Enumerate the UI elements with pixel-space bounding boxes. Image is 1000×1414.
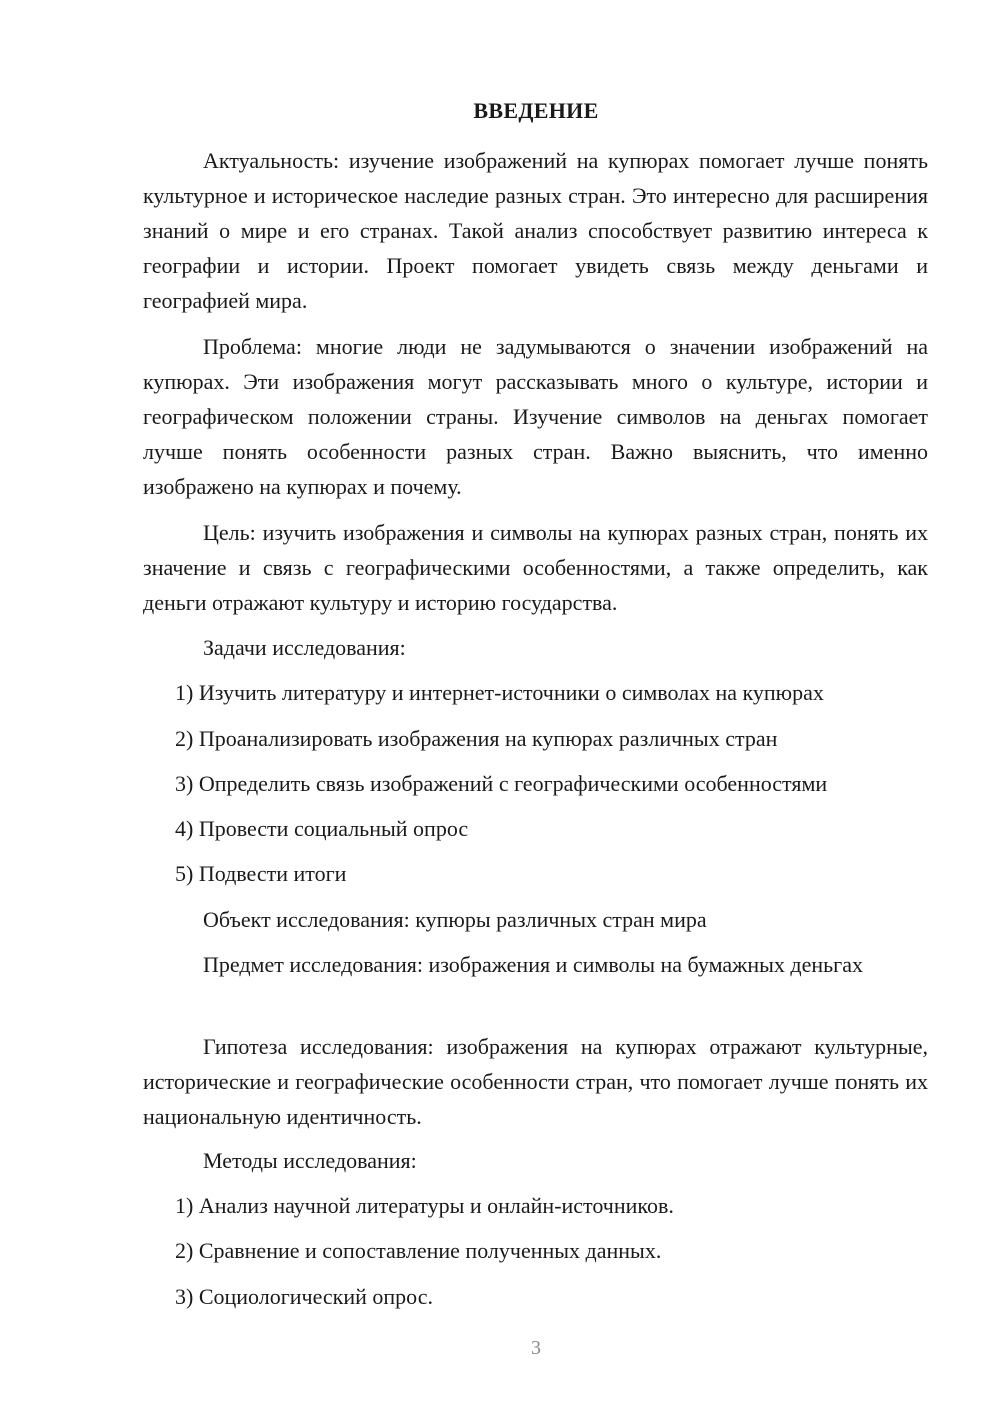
method-item: 3) Социологический опрос. — [175, 1284, 433, 1309]
research-hypothesis: Гипотеза исследования: изображения на купюрах отражают культурные, исторические и географические особенности стран, что помогает лучше понять их национальную идентичность. — [143, 1034, 928, 1129]
task-item: 4) Провести социальный опрос — [175, 816, 469, 841]
method-item: 1) Анализ научной литературы и онлайн-источников. — [175, 1193, 674, 1218]
paragraph-relevance: Актуальность: изучение изображений на купюрах помогает лучше понять культурное и историческое наследие разных стран. Это интересно для расширения знаний о мире и его странах. Такой анализ способствует развитию интереса к географии и истории. Проект помогает увидеть связь между деньгами и географией мира. — [143, 148, 928, 313]
paragraph-goal: Цель: изучить изображения и символы на купюрах разных стран, понять их значение и связь с географическими особенностями, а также определить, как деньги отражают культуру и историю государства. — [143, 520, 928, 615]
research-object: Объект исследования: купюры различных стран мира — [203, 907, 707, 932]
task-item: 5) Подвести итоги — [175, 861, 347, 886]
paragraph-problem: Проблема: многие люди не задумываются о значении изображений на купюрах. Эти изображения могут рассказывать много о культуре, истории и географическом положении страны. Изучение символов на деньгах помогает лучше понять особенности разных стран. Важно выяснить, что именно изображено на купюрах и почему. — [143, 334, 928, 499]
page-title: ВВЕДЕНИЕ — [473, 98, 599, 123]
page-number: 3 — [531, 1337, 541, 1359]
research-subject: Предмет исследования: изображения и символы на бумажных деньгах — [203, 952, 863, 977]
task-item: 2) Проанализировать изображения на купюрах различных стран — [175, 726, 778, 751]
method-item: 2) Сравнение и сопоставление полученных данных. — [175, 1238, 662, 1263]
tasks-heading: Задачи исследования: — [203, 635, 406, 660]
methods-heading: Методы исследования: — [203, 1148, 417, 1173]
task-item: 1) Изучить литературу и интернет-источники о символах на купюрах — [175, 680, 824, 705]
task-item: 3) Определить связь изображений с географическими особенностями — [175, 771, 828, 796]
